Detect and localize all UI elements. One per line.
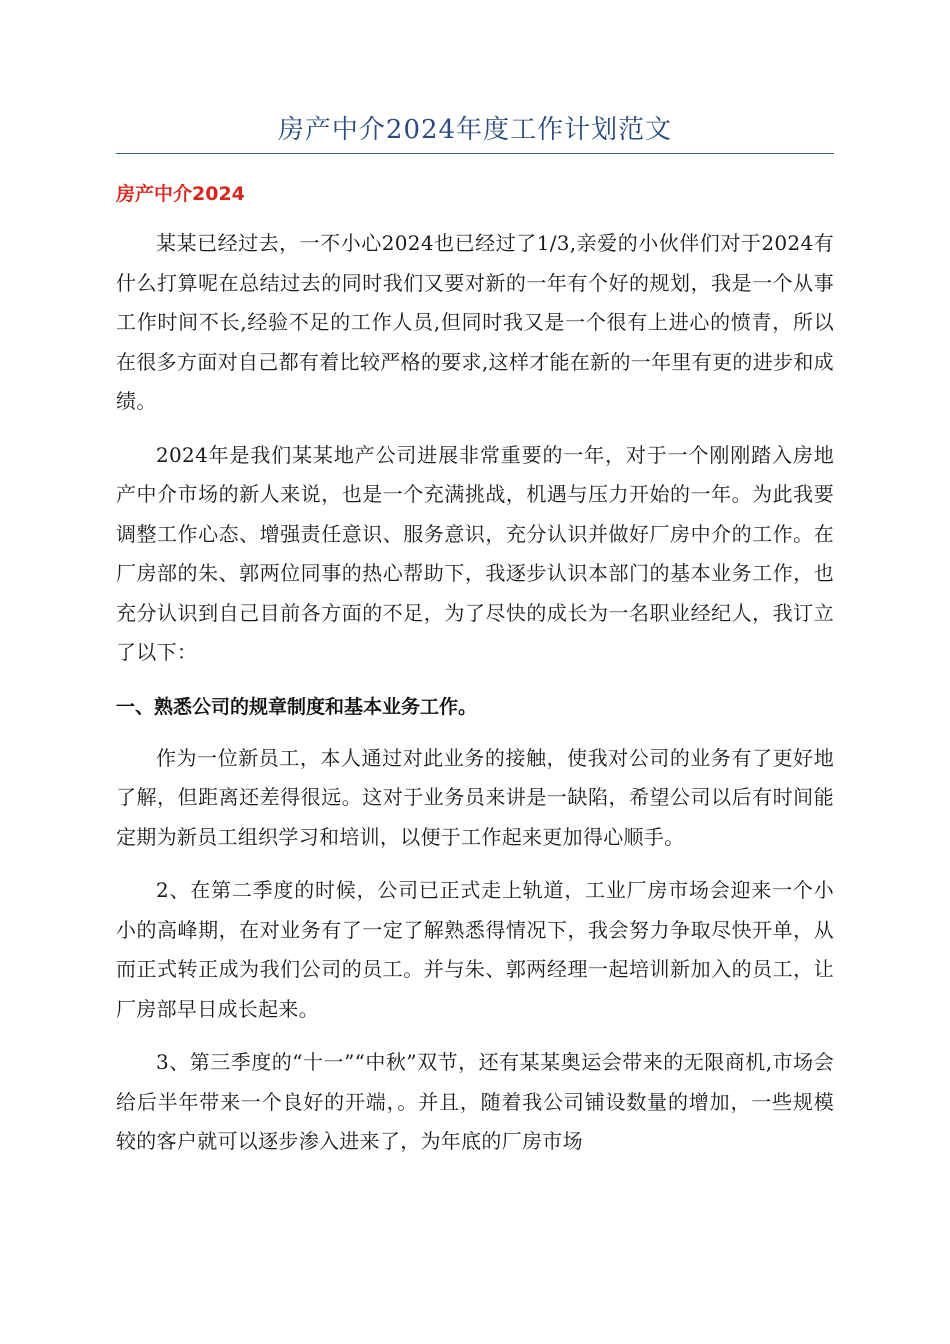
document-title: 房产中介2024年度工作计划范文	[277, 115, 673, 145]
paragraph-intro: 某某已经过去，一不小心2024也已经过了1/3,亲爱的小伙伴们对于2024有什么打算呢在总结过去的同时我们又要对新的一年有个好的规划，我是一个从事工作时间不长,经验不足的工作人员,但同时我又是一个很有上进心的愤青，所以在很多方面对自己都有着比较严格的要求,这样才能在新的一年里有更的进步和成绩。	[116, 231, 834, 413]
paragraph-section-2: 2、在第二季度的时候，公司已正式走上轨道，工业厂房市场会迎来一个小小的高峰期，在对业务有了一定了解熟悉得情况下，我会努力争取尽快开单，从而正式转正成为我们公司的员工。并与朱、郭两经理一起培训新加入的员工，让厂房部早日成长起来。	[116, 878, 834, 1021]
paragraph-section-1: 作为一位新员工，本人通过对此业务的接触，使我对公司的业务有了更好地了解，但距离还差得很远。这对于业务员来讲是一缺陷，希望公司以后有时间能定期为新员工组织学习和培训，以便于工作起来更加得心顺手。	[116, 745, 834, 849]
document-body	[116, 174, 834, 1176]
title-underline	[116, 153, 834, 154]
paragraph-section-3: 3、第三季度的“十一”“中秋”双节，还有某某奥运会带来的无限商机,市场会给后半年带来一个良好的开端，。并且，随着我公司铺设数量的增加，一些规模较的客户就可以逐步渗入进来了，为年底的厂房市场	[116, 1050, 834, 1153]
paragraph-plan: 2024年是我们某某地产公司进展非常重要的一年，对于一个刚刚踏入房地产中介市场的新人来说，也是一个充满挑战，机遇与压力开始的一年。为此我要调整工作心态、增强责任意识、服务意识，充分认识并做好厂房中介的工作。在厂房部的朱、郭两位同事的热心帮助下，我逐步认识本部门的基本业务工作，也充分认识到自己目前各方面的不足，为了尽快的成长为一名职业经纪人，我订立了以下：	[116, 442, 834, 664]
document-subtitle: 房产中介2024	[116, 183, 245, 205]
section-heading: 一、熟悉公司的规章制度和基本业务工作。	[116, 695, 478, 718]
